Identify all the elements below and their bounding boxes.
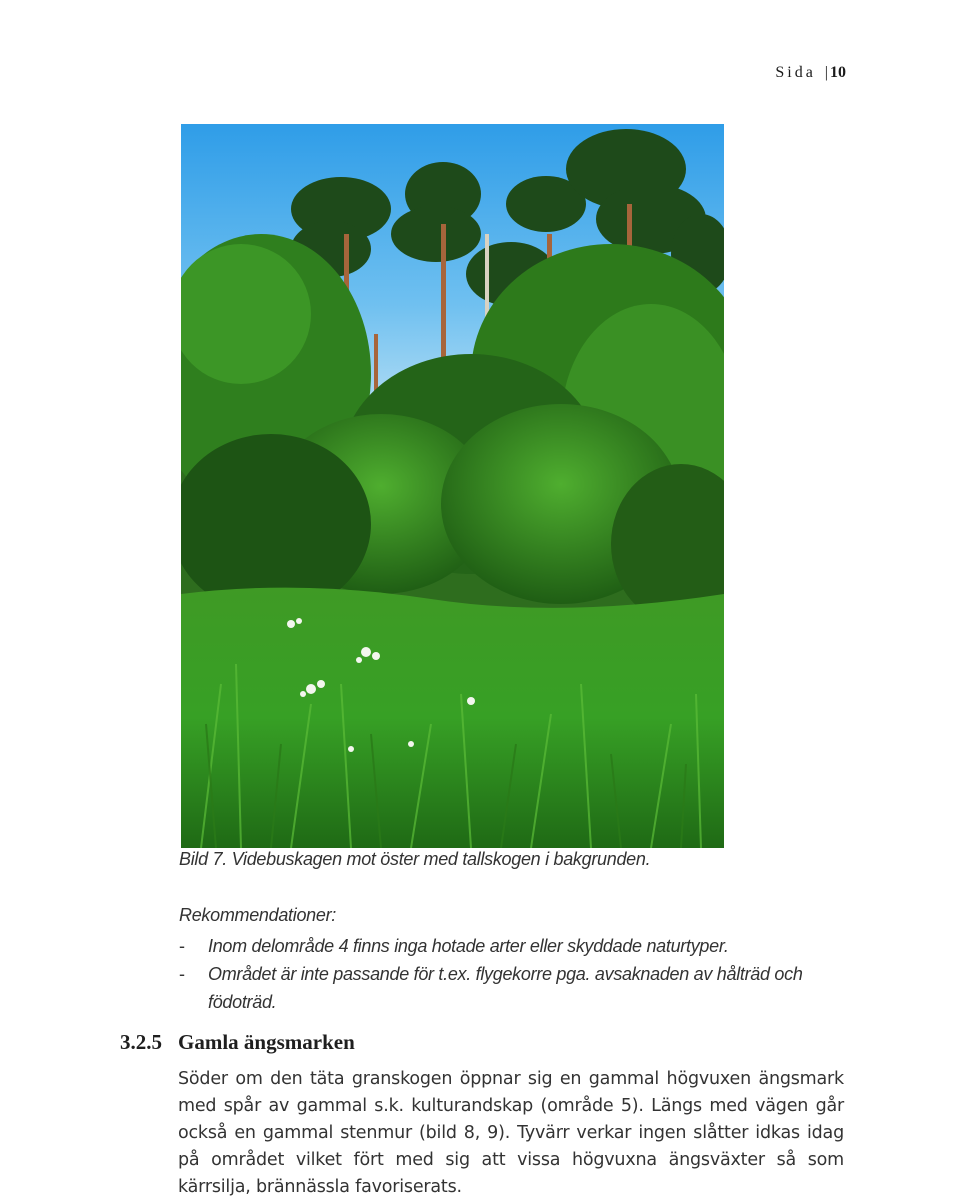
- recommendations-title: Rekommendationer:: [179, 905, 336, 925]
- list-dash: -: [179, 936, 185, 956]
- list-dash: -: [179, 964, 185, 984]
- page-label: Sida: [775, 64, 816, 81]
- section-number: 3.2.5: [120, 1030, 162, 1054]
- section-paragraph: Söder om den täta granskogen öppnar sig en gammal högvuxen ängsmark med spår av gammal s.k. kulturandskap (område 5). Längs med vägen går också en gammal stenmur (bild 8, 9). Tyvärr verkar ingen slåtter idkas idag på området vilket fört med sig att vissa högvuxna ängsväxter så som kärrsilja, brännässla favoriserats.: [178, 1069, 844, 1197]
- recommendation-item: [179, 932, 849, 960]
- recommendations: [179, 905, 849, 1016]
- section-heading: [120, 1030, 355, 1055]
- recommendation-text: Inom delområde 4 finns inga hotade arter eller skyddade naturtyper.: [208, 936, 729, 956]
- page-separator: |: [824, 64, 828, 81]
- section-title: Gamla ängsmarken: [178, 1030, 355, 1054]
- recommendations-list: [179, 932, 849, 1016]
- photo-willow-thicket: [181, 124, 724, 848]
- recommendation-text: Området är inte passande för t.ex. flygekorre pga. avsaknaden av hålträd och födoträd.: [208, 964, 803, 1012]
- page-number-value: 10: [830, 64, 846, 81]
- recommendation-item: [179, 960, 849, 1016]
- page-number: [775, 64, 846, 82]
- figure-caption: Bild 7. Videbuskagen mot öster med tallskogen i bakgrunden.: [179, 849, 651, 869]
